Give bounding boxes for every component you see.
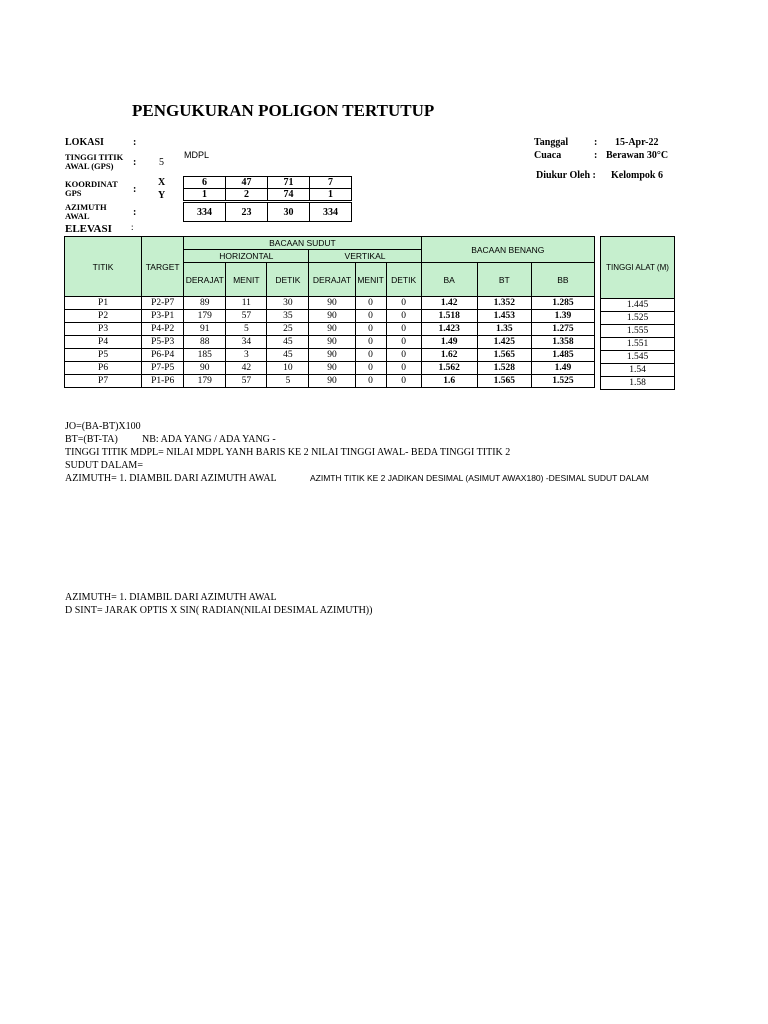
cell-h-derajat: 89: [184, 297, 226, 310]
cell-bb: 1.285: [531, 297, 594, 310]
cell-h-menit: 57: [226, 375, 267, 388]
cell-v-detik: 0: [386, 375, 421, 388]
cell-bt: 1.565: [477, 375, 531, 388]
header-bacaan-benang: BACAAN BENANG: [421, 237, 594, 263]
tinggi-label-line2: AWAL (GPS): [65, 161, 114, 171]
tinggi-alat-row: [601, 299, 675, 312]
tinggi-alat-table: [600, 236, 675, 390]
note-jo: JO=(BA-BT)X100: [65, 421, 141, 432]
x-min: 47: [226, 177, 268, 189]
y-label: Y: [158, 190, 166, 201]
cell-tinggi-alat: 1.54: [601, 364, 675, 377]
cell-ba: 1.562: [421, 362, 477, 375]
azimuth-label-line1: AZIMUTH: [65, 202, 107, 212]
cell-v-detik: 0: [386, 297, 421, 310]
cell-v-menit: 0: [355, 323, 386, 336]
header-ba: BA: [421, 263, 477, 297]
cell-v-derajat: 90: [309, 323, 355, 336]
cell-h-menit: 5: [226, 323, 267, 336]
azimuth-min: 23: [226, 203, 268, 222]
cell-v-menit: 0: [355, 362, 386, 375]
x-label: X: [158, 177, 166, 188]
cell-bt: 1.528: [477, 362, 531, 375]
header-h-detik: DETIK: [267, 263, 309, 297]
header-bt: BT: [477, 263, 531, 297]
azimuth-table: [183, 202, 352, 222]
azimuth-row: [184, 203, 352, 222]
cell-ba: 1.518: [421, 310, 477, 323]
y-sec: 74: [268, 189, 310, 201]
lokasi-colon: :: [133, 137, 137, 148]
tinggi-alat-row: [601, 377, 675, 390]
cell-v-derajat: 90: [309, 336, 355, 349]
cell-tinggi-alat: 1.58: [601, 377, 675, 390]
tinggi-unit: MDPL: [184, 150, 210, 160]
cuaca-label: Cuaca: [534, 150, 562, 161]
cell-bt: 1.565: [477, 349, 531, 362]
header-titik: TITIK: [65, 237, 142, 297]
cell-v-derajat: 90: [309, 310, 355, 323]
cell-h-detik: 45: [267, 349, 309, 362]
table-row: [65, 297, 595, 310]
azimuth-colon: :: [133, 207, 137, 218]
cell-v-detik: 0: [386, 349, 421, 362]
table-row: [65, 375, 595, 388]
cuaca-value: Berawan 30°C: [606, 150, 669, 161]
header-tinggi-alat: TINGGI ALAT (M): [601, 237, 675, 299]
cell-h-detik: 35: [267, 310, 309, 323]
header-h-derajat: DERAJAT: [184, 263, 226, 297]
tinggi-titik-label: [65, 153, 123, 171]
cell-v-menit: 0: [355, 310, 386, 323]
y-min: 2: [226, 189, 268, 201]
cell-h-derajat: 185: [184, 349, 226, 362]
elevasi-colon: :: [131, 222, 134, 232]
note-azimuth-titik-2: AZIMTH TITIK KE 2 JADIKAN DESIMAL (ASIMUT AWAX180) -DESIMAL SUDUT DALAM: [310, 473, 649, 483]
cell-h-derajat: 179: [184, 310, 226, 323]
cell-target: P2-P7: [142, 297, 184, 310]
azimuth-sec: 30: [268, 203, 310, 222]
table-row: [65, 336, 595, 349]
tinggi-value: 5: [159, 157, 164, 168]
header-bb: BB: [531, 263, 594, 297]
azimuth-dec: 334: [310, 203, 352, 222]
cell-target: P6-P4: [142, 349, 184, 362]
cell-bb: 1.525: [531, 375, 594, 388]
x-row: [184, 177, 352, 189]
cuaca-colon: :: [594, 150, 598, 161]
cell-bt: 1.35: [477, 323, 531, 336]
koordinat-table: [183, 176, 352, 201]
cell-target: P7-P5: [142, 362, 184, 375]
cell-h-detik: 30: [267, 297, 309, 310]
cell-bt: 1.352: [477, 297, 531, 310]
cell-target: P3-P1: [142, 310, 184, 323]
cell-h-derajat: 90: [184, 362, 226, 375]
cell-v-detik: 0: [386, 323, 421, 336]
header-v-detik: DETIK: [386, 263, 421, 297]
note-azimuth-1: AZIMUTH= 1. DIAMBIL DARI AZIMUTH AWAL: [65, 473, 277, 484]
cell-v-detik: 0: [386, 362, 421, 375]
tinggi-alat-row: [601, 351, 675, 364]
header-vertikal: VERTIKAL: [309, 250, 421, 263]
table-row: [65, 323, 595, 336]
x-sec: 71: [268, 177, 310, 189]
cell-bb: 1.49: [531, 362, 594, 375]
diukur-label: Diukur Oleh :: [536, 170, 596, 181]
table-row: [65, 310, 595, 323]
y-deg: 1: [184, 189, 226, 201]
cell-h-menit: 34: [226, 336, 267, 349]
tinggi-alat-row: [601, 364, 675, 377]
koordinat-label-line1: KOORDINAT: [65, 179, 118, 189]
azimuth-label-line2: AWAL: [65, 211, 90, 221]
cell-bb: 1.485: [531, 349, 594, 362]
cell-v-menit: 0: [355, 297, 386, 310]
cell-bt: 1.425: [477, 336, 531, 349]
cell-h-menit: 11: [226, 297, 267, 310]
note-tinggi-titik: TINGGI TITIK MDPL= NILAI MDPL YANH BARIS KE 2 NILAI TINGGI AWAL- BEDA TINGGI TITIK 2: [65, 447, 511, 458]
note-bt: BT=(BT-TA): [65, 434, 118, 445]
cell-ba: 1.42: [421, 297, 477, 310]
table-row: [65, 362, 595, 375]
cell-v-menit: 0: [355, 375, 386, 388]
header-target: TARGET: [142, 237, 184, 297]
cell-v-detik: 0: [386, 336, 421, 349]
cell-titik: P3: [65, 323, 142, 336]
x-deg: 6: [184, 177, 226, 189]
header-v-derajat: DERAJAT: [309, 263, 355, 297]
cell-tinggi-alat: 1.555: [601, 325, 675, 338]
note-azimuth-2: AZIMUTH= 1. DIAMBIL DARI AZIMUTH AWAL: [65, 592, 277, 603]
cell-h-derajat: 88: [184, 336, 226, 349]
cell-bt: 1.453: [477, 310, 531, 323]
cell-v-derajat: 90: [309, 375, 355, 388]
tinggi-alat-row: [601, 338, 675, 351]
cell-titik: P7: [65, 375, 142, 388]
header-v-menit: MENIT: [355, 263, 386, 297]
cell-titik: P5: [65, 349, 142, 362]
koordinat-label-line2: GPS: [65, 188, 82, 198]
azimuth-label: [65, 203, 107, 221]
tinggi-alat-row: [601, 312, 675, 325]
cell-titik: P1: [65, 297, 142, 310]
cell-titik: P2: [65, 310, 142, 323]
table-row: [65, 349, 595, 362]
cell-tinggi-alat: 1.551: [601, 338, 675, 351]
koordinat-label: [65, 180, 118, 198]
elevasi-label: ELEVASI: [65, 223, 112, 235]
azimuth-deg: 334: [184, 203, 226, 222]
cell-h-detik: 25: [267, 323, 309, 336]
header-bacaan-sudut: BACAAN SUDUT: [184, 237, 421, 250]
x-dec: 7: [310, 177, 352, 189]
cell-titik: P6: [65, 362, 142, 375]
page-title: PENGUKURAN POLIGON TERTUTUP: [132, 101, 435, 120]
cell-v-derajat: 90: [309, 349, 355, 362]
cell-bb: 1.275: [531, 323, 594, 336]
cell-target: P5-P3: [142, 336, 184, 349]
cell-v-derajat: 90: [309, 297, 355, 310]
cell-ba: 1.6: [421, 375, 477, 388]
cell-v-menit: 0: [355, 349, 386, 362]
cell-h-derajat: 179: [184, 375, 226, 388]
cell-h-menit: 57: [226, 310, 267, 323]
cell-tinggi-alat: 1.445: [601, 299, 675, 312]
diukur-value: Kelompok 6: [611, 170, 663, 181]
note-sudut-dalam: SUDUT DALAM=: [65, 460, 143, 471]
tinggi-alat-row: [601, 325, 675, 338]
measurement-table: [64, 236, 595, 388]
cell-h-derajat: 91: [184, 323, 226, 336]
koordinat-colon: :: [133, 184, 137, 195]
cell-h-detik: 45: [267, 336, 309, 349]
y-row: [184, 189, 352, 201]
tinggi-colon: :: [133, 157, 137, 168]
cell-h-detik: 5: [267, 375, 309, 388]
tanggal-value: 15-Apr-22: [615, 137, 659, 148]
cell-h-menit: 3: [226, 349, 267, 362]
cell-v-derajat: 90: [309, 362, 355, 375]
y-dec: 1: [310, 189, 352, 201]
cell-tinggi-alat: 1.545: [601, 351, 675, 364]
cell-tinggi-alat: 1.525: [601, 312, 675, 325]
cell-target: P1-P6: [142, 375, 184, 388]
cell-target: P4-P2: [142, 323, 184, 336]
cell-bb: 1.39: [531, 310, 594, 323]
tanggal-label: Tanggal: [534, 137, 569, 148]
cell-v-detik: 0: [386, 310, 421, 323]
note-dsint: D SINT= JARAK OPTIS X SIN( RADIAN(NILAI DESIMAL AZIMUTH)): [65, 605, 373, 616]
cell-ba: 1.49: [421, 336, 477, 349]
header-h-menit: MENIT: [226, 263, 267, 297]
note-nb: NB: ADA YANG / ADA YANG -: [142, 434, 276, 445]
cell-h-menit: 42: [226, 362, 267, 375]
cell-bb: 1.358: [531, 336, 594, 349]
cell-ba: 1.62: [421, 349, 477, 362]
cell-titik: P4: [65, 336, 142, 349]
lokasi-label: LOKASI: [65, 137, 104, 148]
cell-h-detik: 10: [267, 362, 309, 375]
header-horizontal: HORIZONTAL: [184, 250, 309, 263]
cell-ba: 1.423: [421, 323, 477, 336]
tanggal-colon: :: [594, 137, 598, 148]
cell-v-menit: 0: [355, 336, 386, 349]
tinggi-label-line1: TINGGI TITIK: [65, 152, 124, 162]
